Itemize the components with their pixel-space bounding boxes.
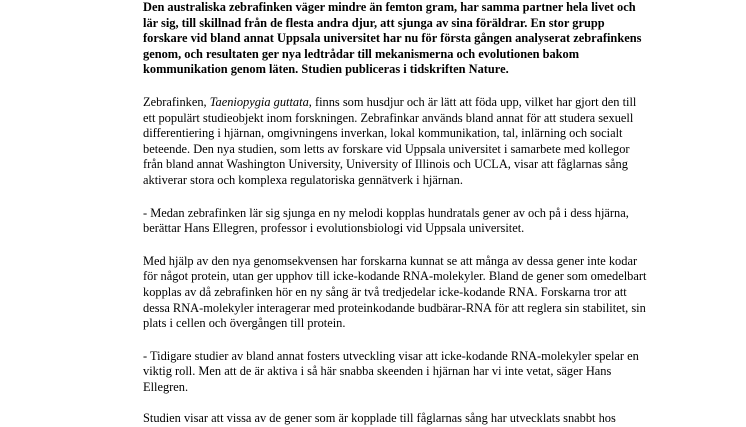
paragraph-line: beteende. Den nya studien, som letts av forskare vid Uppsala universitet i samarbete med kollegor (143, 141, 630, 156)
lead-line: genom, och resultaten ger nya ledtrådar till mekanismerna och evolutionen bakom (143, 46, 580, 61)
paragraph-line (143, 95, 711, 111)
paragraph-line: kopplas av då zebrafinken hör en ny sång är två tredjedelar icke-kodande RNA. Forskarna tror att (143, 284, 627, 299)
paragraph-line: dessa RNA-molekyler interagerar med proteinkodande budbärar-RNA för att reglera sin stabilitet, sin (143, 300, 646, 315)
paragraph-song-genes (143, 411, 711, 427)
text-segment: , finns som husdjur och är lätt att föda upp, vilket har gjort den till (308, 94, 637, 109)
paragraph-line: ett populärt studieobjekt inom forskningen. Zebrafinkar används bland annat för att studera sexuell (143, 110, 634, 125)
paragraph-line: Ellegren. (143, 379, 189, 394)
paragraph-quote-ellegren (143, 206, 711, 237)
paragraph-line: Studien visar att vissa av de gener som är kopplade till fåglarnas sång har utvecklats snabbt hos (143, 411, 616, 426)
paragraph-line: för något protein, utan ger upphov till icke-kodande RNA-molekyler. Bland de gener som omedelbart (143, 269, 647, 284)
lead-line: forskare vid bland annat Uppsala universitet har nu för första gången analyserat zebrafinkens (143, 31, 642, 46)
paragraph-line: differentiering i hjärnan, omgivningens inverkan, lokal kommunikation, tal, inlärning och socialt (143, 126, 623, 141)
document-page (143, 0, 711, 427)
paragraph-line: plats i cellen och övergången till protein. (143, 316, 346, 331)
paragraph-zebrafinch-intro (143, 95, 711, 189)
paragraph-line: berättar Hans Ellegren, professor i evolutionsbiologi vid Uppsala universitet. (143, 221, 525, 236)
species-name: Taeniopygia guttata (209, 94, 309, 109)
paragraph-line: viktig roll. Men att de är aktiva i så här snabba skeenden i hjärnan har vi inte vetat, säger Hans (143, 364, 612, 379)
paragraph-line: - Tidigare studier av bland annat fosters utveckling visar att icke-kodande RNA-molekyler spelar en (143, 348, 639, 363)
lead-paragraph (143, 0, 711, 78)
lead-line: lär sig, till skillnad från de flesta andra djur, att sjunga av sina föräldrar. En stor grupp (143, 15, 605, 30)
paragraph-line: från bland annat Washington University, University of Illinois och UCLA, visar att fåglarnas sång (143, 157, 628, 172)
paragraph-line: aktiverar stora och komplexa regulatoriska gennätverk i hjärnan. (143, 172, 463, 187)
paragraph-line: - Medan zebrafinken lär sig sjunga en ny melodi kopplas hundratals gener av och på i dess hjärna, (143, 205, 629, 220)
lead-line: kommunikation genom läten. Studien publiceras i tidskriften Nature. (143, 62, 509, 77)
paragraph-quote-previous-studies (143, 349, 711, 396)
paragraph-line: Med hjälp av den nya genomsekvensen har forskarna kunnat se att många av dessa gener inte kodar (143, 253, 638, 268)
lead-line: Den australiska zebrafinken väger mindre än femton gram, har samma partner hela livet och (143, 0, 636, 14)
paragraph-genome-sequence (143, 254, 711, 332)
text-segment: Zebrafinken, (143, 94, 210, 109)
